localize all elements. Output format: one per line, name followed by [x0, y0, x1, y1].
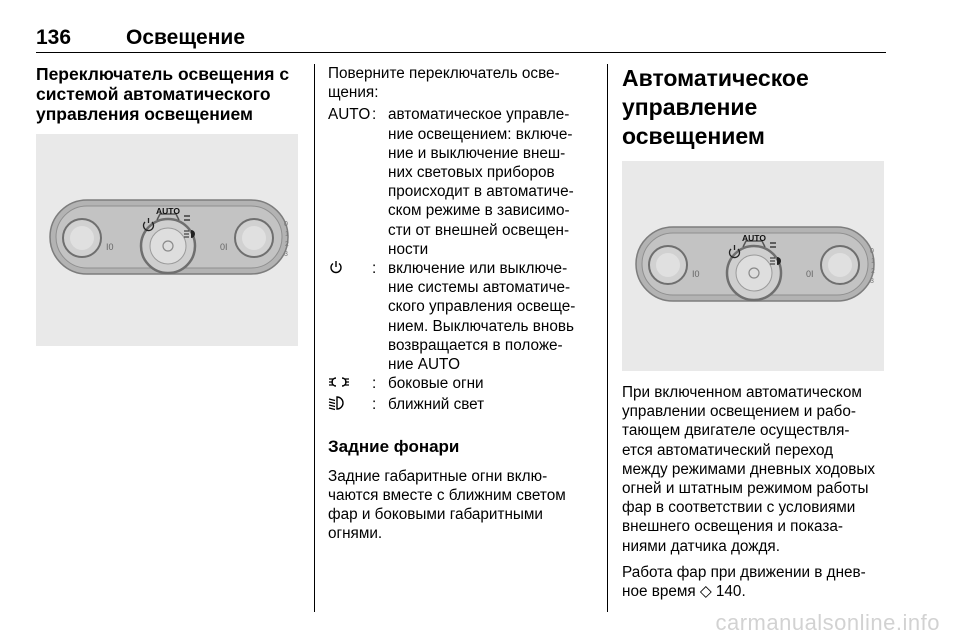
- definition-item: AUTO : автоматическое управле- ние освещением: включе- ние и выключение внеш- них световых приборов происходит в автоматиче- ском режиме в зависимо- сти от внешней освещен- ности: [328, 105, 594, 259]
- page-title: Освещение: [126, 26, 245, 49]
- column-divider: [314, 64, 315, 612]
- svg-text:1: 1: [871, 258, 875, 265]
- section-heading: Автоматическое управление освещением: [622, 65, 809, 149]
- low-beam-icon: [328, 395, 346, 411]
- watermark: carmanualsonline.info: [715, 610, 940, 635]
- page-header: [36, 26, 886, 53]
- svg-text:0I: 0I: [220, 242, 228, 252]
- light-switch-figure: [36, 134, 298, 346]
- svg-text:2: 2: [285, 241, 289, 248]
- intro-text: Поверните переключатель осве- щения:: [328, 65, 560, 102]
- section-heading: Переключатель освещения с системой автоматического управления освещением: [36, 64, 290, 124]
- definition-item: : боковые огни: [328, 374, 594, 395]
- definition-list: [328, 105, 594, 416]
- svg-text:0: 0: [870, 248, 874, 255]
- rear-lights-heading: Задние фонари: [328, 436, 460, 456]
- definition-item: : включение или выключе- ние системы автоматиче- ского управления освеще- нием. Выключатель вновь возвращается в положе- ние AUTO: [328, 259, 594, 374]
- definition-text: автоматическое управле- ние освещением: включе- ние и выключение внеш- них световых приборов происходит в автоматиче- ском режиме в зависимо- сти от внешней освещен- ности: [388, 106, 574, 258]
- page-number: 136: [36, 26, 72, 49]
- svg-text:I0: I0: [106, 242, 114, 252]
- column-1: [36, 64, 300, 346]
- svg-text:1: 1: [285, 231, 289, 238]
- definition-text: ближний свет: [388, 396, 485, 414]
- svg-text:0: 0: [284, 221, 288, 228]
- svg-text:I0: I0: [692, 269, 700, 279]
- auto-lighting-text: При включенном автоматическом управлении освещением и рабо- тающем двигателе осуществля- ется автоматический переход между режимами дневных ходовых огней и штатным режимом работы фар в соответствии с условиями внешнего освещения и показа- ниями датчика дождя.: [622, 384, 876, 555]
- rear-lights-text: Задние габаритные огни вклю- чаются вместе с ближним светом фар и боковыми габаритными огнями.: [328, 467, 566, 543]
- definition-key: AUTO: [328, 106, 371, 124]
- svg-text:3: 3: [284, 251, 288, 258]
- daytime-lights-text: Работа фар при движении в днев- ное время ◇ 140.: [622, 563, 866, 601]
- auto-label: AUTO: [156, 206, 180, 216]
- column-3: [622, 64, 888, 601]
- definition-item: : ближний свет: [328, 395, 594, 416]
- page-reference-link[interactable]: 140.: [715, 583, 746, 601]
- light-switch-figure: [622, 161, 884, 371]
- power-icon: [328, 259, 344, 275]
- column-2: [328, 64, 594, 543]
- auto-label: AUTO: [742, 233, 766, 243]
- definition-text: боковые огни: [388, 375, 484, 393]
- svg-text:0I: 0I: [806, 269, 814, 279]
- definition-text: включение или выключе- ние системы автоматиче- ского управления освеще- нием. Выключатель вновь возвращается в положе- ние AUTO: [388, 260, 576, 374]
- svg-text:2: 2: [871, 268, 875, 275]
- svg-text:3: 3: [870, 278, 874, 285]
- side-lights-icon: [328, 374, 350, 390]
- page-reference-icon: ◇: [699, 583, 712, 601]
- column-divider: [607, 64, 608, 612]
